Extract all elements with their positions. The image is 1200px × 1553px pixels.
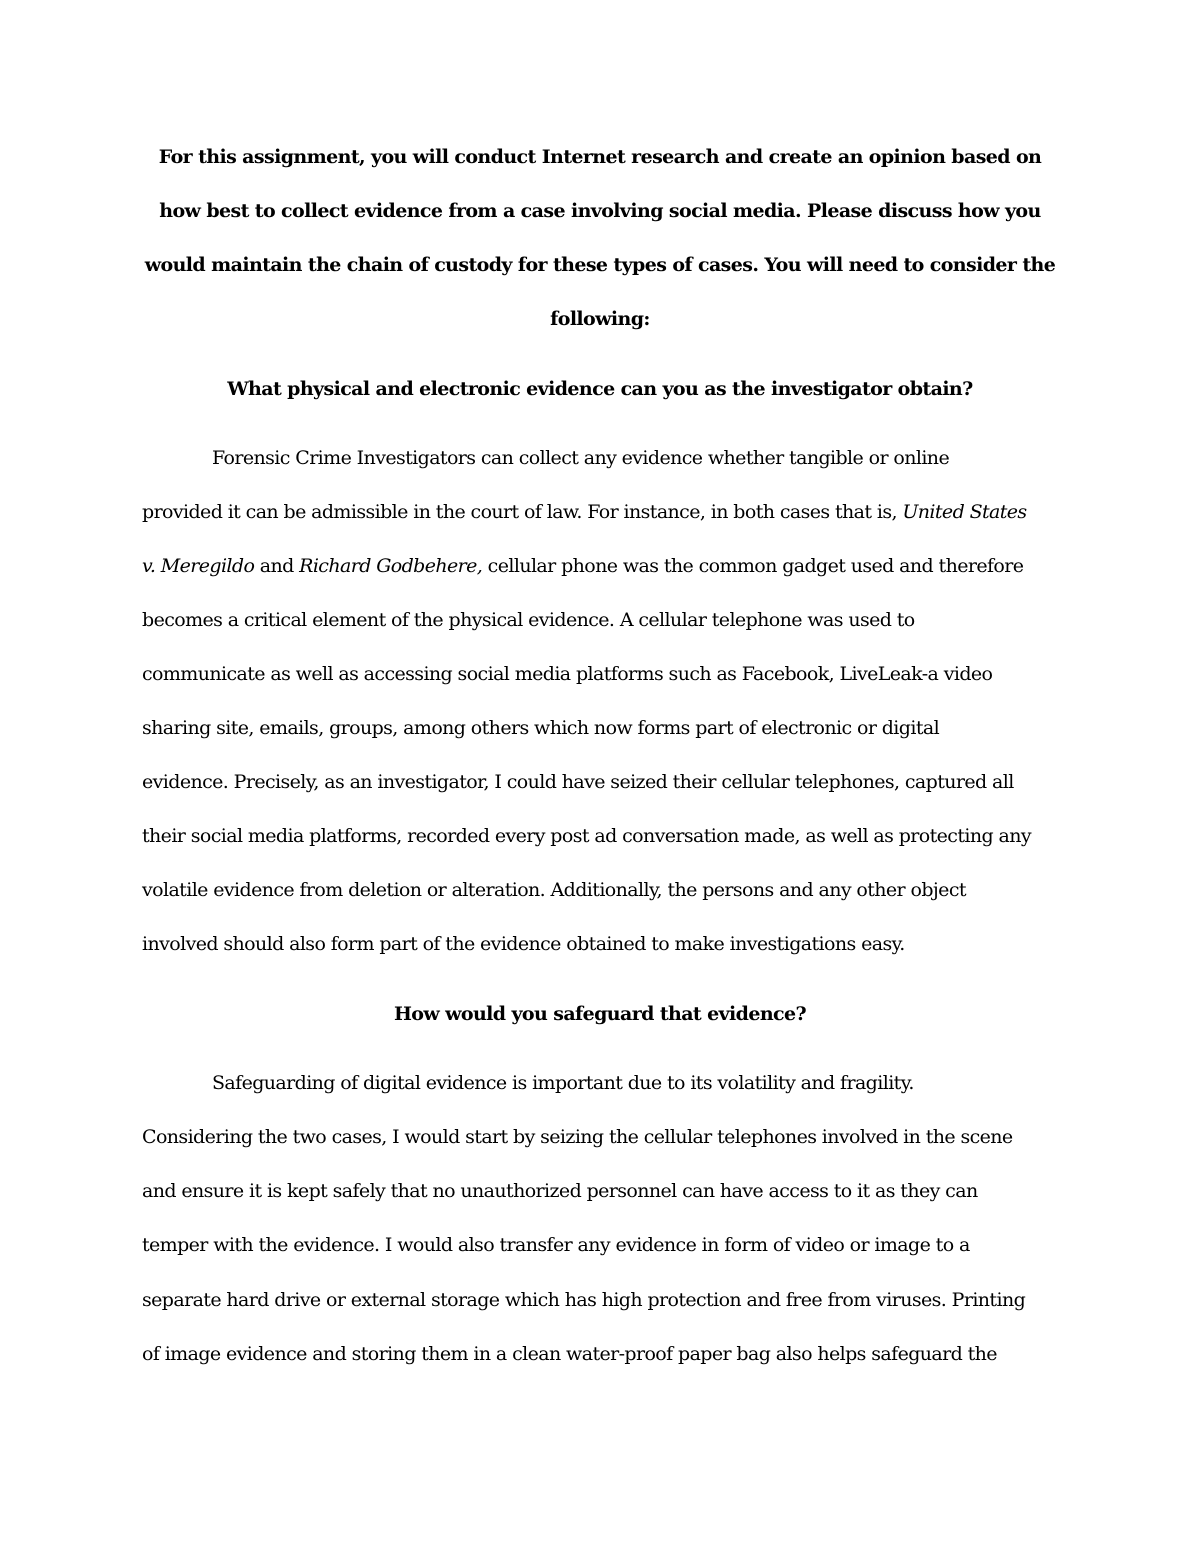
section-heading: What physical and electronic evidence can you as the investigator obtain?	[227, 378, 973, 400]
assignment-line: would maintain the chain of custody for these types of cases. You will need to consider the	[144, 254, 1056, 276]
assignment-line: following:	[550, 308, 650, 330]
case-name: Richard Godbehere,	[299, 555, 483, 577]
paragraph-text: cellular phone was the common gadget used and therefore	[482, 555, 1024, 577]
paragraph-line: of image evidence and storing them in a clean water-proof paper bag also helps safeguard the	[142, 1343, 997, 1365]
paragraph-line: becomes a critical element of the physical evidence. A cellular telephone was used to	[142, 609, 915, 631]
section-heading: How would you safeguard that evidence?	[393, 1003, 807, 1025]
assignment-line: For this assignment, you will conduct Internet research and create an opinion based on	[158, 146, 1042, 168]
paragraph-line: sharing site, emails, groups, among others which now forms part of electronic or digital	[142, 717, 940, 739]
paragraph-line: temper with the evidence. I would also transfer any evidence in form of video or image to a	[142, 1234, 970, 1256]
paragraph-text: provided it can be admissible in the court of law. For instance, in both cases that is,	[142, 501, 903, 523]
paragraph-text: and	[254, 555, 300, 577]
paragraph-line: communicate as well as accessing social media platforms such as Facebook, LiveLeak-a video	[142, 663, 993, 685]
assignment-line: how best to collect evidence from a case involving social media. Please discuss how you	[159, 200, 1041, 222]
case-name: v. Meregildo	[142, 555, 255, 577]
case-name: United States	[902, 501, 1027, 523]
paragraph-line: involved should also form part of the evidence obtained to make investigations easy.	[142, 933, 905, 955]
paragraph-line	[142, 554, 1023, 578]
paragraph-line: and ensure it is kept safely that no unauthorized personnel can have access to it as they can	[142, 1180, 978, 1202]
paragraph-line: Safeguarding of digital evidence is important due to its volatility and fragility.	[212, 1072, 914, 1094]
paragraph-line: separate hard drive or external storage which has high protection and free from viruses. Printing	[142, 1289, 1026, 1311]
paragraph-line: their social media platforms, recorded every post ad conversation made, as well as protecting any	[142, 825, 1031, 847]
paragraph-line	[142, 500, 1027, 524]
paragraph-line: Forensic Crime Investigators can collect any evidence whether tangible or online	[212, 447, 950, 469]
paragraph-line: evidence. Precisely, as an investigator, I could have seized their cellular telephones, captured all	[142, 771, 1014, 793]
paragraph-line: volatile evidence from deletion or alteration. Additionally, the persons and any other object	[142, 879, 966, 901]
paragraph-line: Considering the two cases, I would start by seizing the cellular telephones involved in the scene	[142, 1126, 1013, 1148]
